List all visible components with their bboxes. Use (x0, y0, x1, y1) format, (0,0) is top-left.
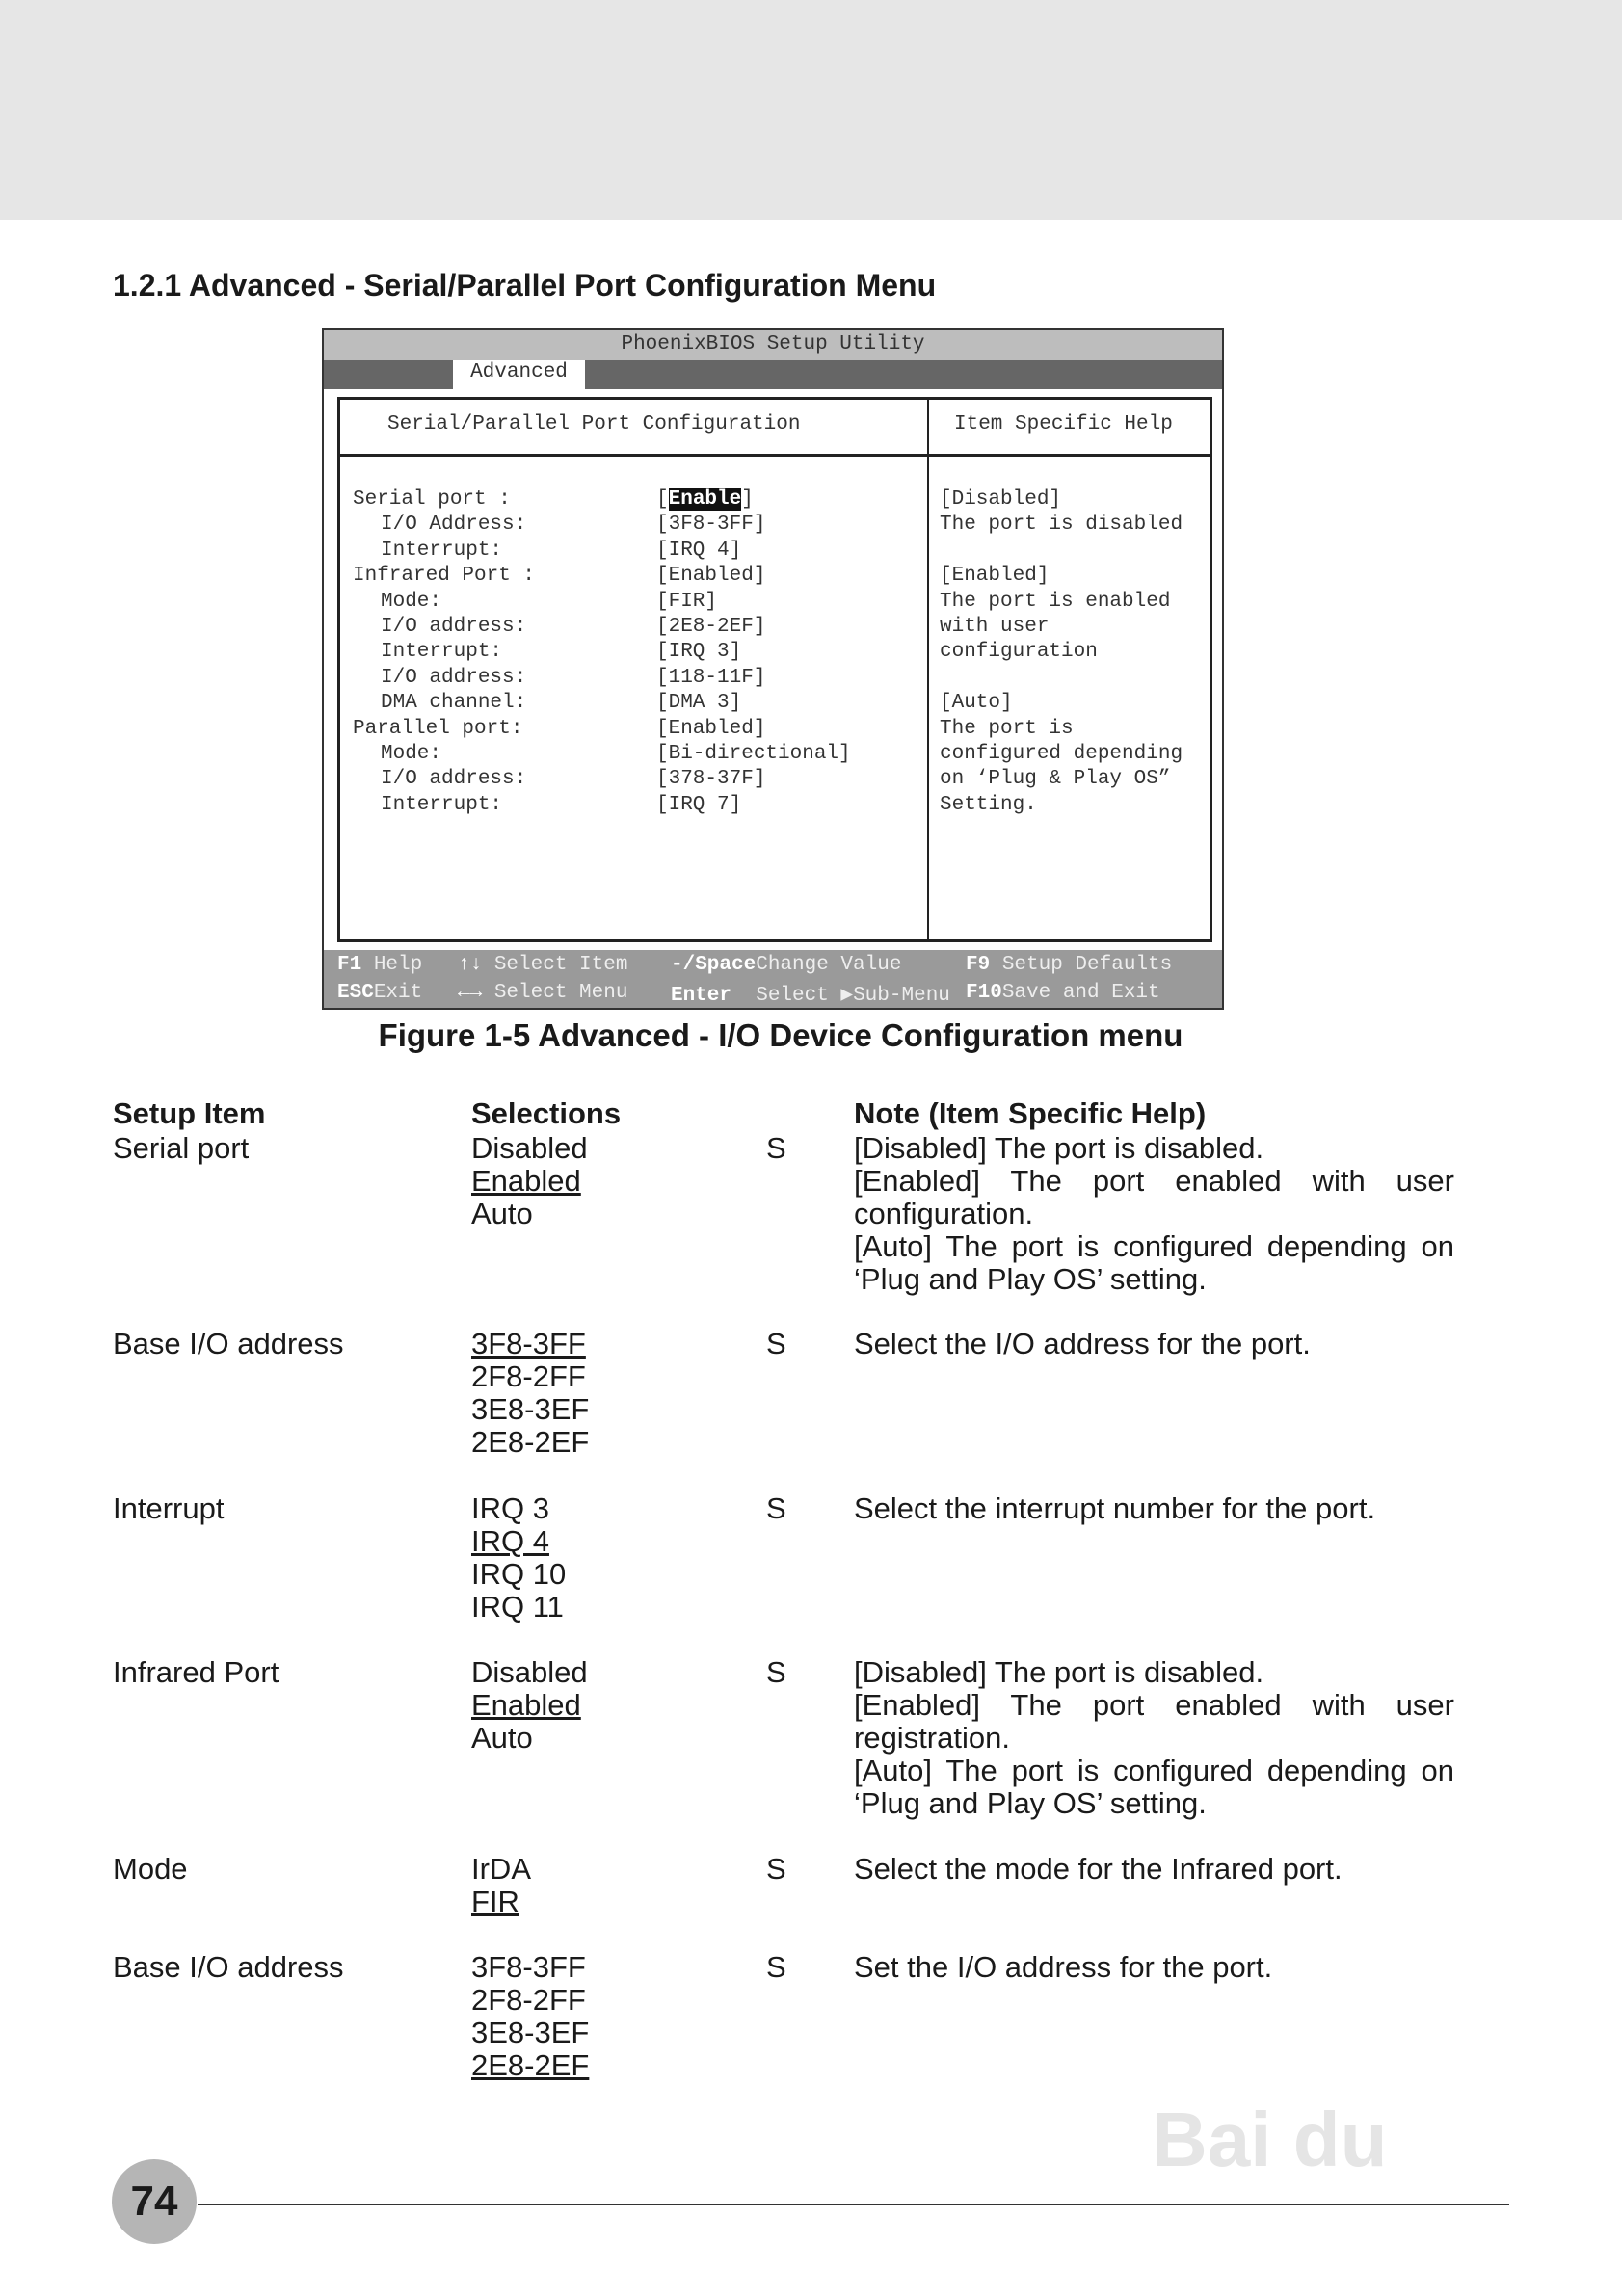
setup-item: Infrared Port (113, 1655, 279, 1689)
section-heading: 1.2.1 Advanced - Serial/Parallel Port Configuration Menu (113, 268, 937, 303)
setup-item: Mode (113, 1852, 188, 1886)
help-line: on ‘Plug & Play OS” (940, 768, 1171, 791)
setting-value[interactable]: [378-37F] (656, 768, 766, 791)
setting-label: Interrupt: (381, 539, 503, 562)
key-action: Select Menu (482, 982, 628, 1004)
selection: 3E8-3EF (471, 1392, 590, 1426)
setting-label: I/O Address: (381, 514, 527, 537)
note-line: ‘Plug and Play OS’ setting. (854, 1262, 1207, 1296)
setting-value[interactable]: [FIR] (656, 590, 718, 613)
column-header: Setup Item (113, 1096, 266, 1130)
default-selection: Enabled (471, 1688, 581, 1722)
bios-title: PhoenixBIOS Setup Utility (324, 330, 1222, 360)
selection: 2E8-2EF (471, 1425, 590, 1459)
help-line: The port is disabled (940, 514, 1183, 537)
note-line: configuration. (854, 1197, 1034, 1230)
key-hint (966, 954, 1172, 976)
setting-value[interactable]: [IRQ 4] (656, 539, 742, 562)
setting-label: I/O address: (381, 768, 527, 791)
setting-label: I/O address: (381, 616, 527, 638)
note-line: Select the interrupt number for the port. (854, 1491, 1376, 1525)
key-hint (458, 954, 627, 976)
help-title: Item Specific Help (954, 413, 1173, 435)
setting-label: Mode: (381, 743, 442, 765)
key-hint (966, 982, 1160, 1004)
setting-label: Infrared Port : (353, 565, 536, 588)
setting-label: Serial port : (353, 488, 511, 511)
note-line: [Disabled] The port is disabled. (854, 1655, 1264, 1689)
help-line: configured depending (940, 743, 1183, 765)
help-line: [Enabled] (940, 565, 1050, 588)
setup-item: Base I/O address (113, 1950, 344, 1984)
key-name: -/Space (671, 954, 757, 976)
note-line: [Enabled] The port enabled with user (854, 1688, 1454, 1722)
item-type: S (766, 1852, 786, 1886)
key-hint (671, 982, 950, 1007)
selection: IRQ 10 (471, 1557, 567, 1591)
help-line: configuration (940, 641, 1098, 664)
page-number: 74 (112, 2159, 197, 2244)
key-hint (458, 982, 627, 1004)
note-line: [Auto] The port is configured depending on (854, 1754, 1454, 1787)
column-header: Note (Item Specific Help) (854, 1096, 1207, 1130)
setting-value[interactable]: [3F8-3FF] (656, 514, 766, 537)
key-action: Exit (373, 982, 423, 1004)
help-line: The port is enabled (940, 590, 1171, 613)
key-action: Select ▶Sub-Menu (731, 985, 950, 1007)
key-action: Save and Exit (1001, 982, 1160, 1004)
item-type: S (766, 1327, 786, 1360)
bios-panel (337, 397, 1212, 942)
selection: 3F8-3FF (471, 1950, 586, 1984)
key-hint (671, 954, 901, 976)
note-line: Select the mode for the Infrared port. (854, 1852, 1343, 1886)
setting-value[interactable]: [Bi-directional] (656, 743, 851, 765)
key-name: F10 (966, 982, 1002, 1004)
key-name: F1 (337, 954, 362, 976)
default-selection: Enabled (471, 1164, 581, 1198)
note-line: Set the I/O address for the port. (854, 1950, 1273, 1984)
key-action: Setup Defaults (990, 954, 1173, 976)
setting-value[interactable]: [IRQ 7] (656, 793, 742, 816)
help-line: with user (940, 616, 1050, 638)
setting-label: I/O address: (381, 666, 527, 689)
selection: Disabled (471, 1131, 588, 1165)
key-name: ESC (337, 982, 374, 1004)
help-line: Setting. (940, 793, 1037, 816)
setting-value[interactable]: [DMA 3] (656, 692, 742, 715)
figure-caption: Figure 1-5 Advanced - I/O Device Configuration menu (378, 1017, 1183, 1053)
selection: IRQ 3 (471, 1491, 549, 1525)
bios-menu-bar (324, 360, 1222, 389)
selection: IRQ 11 (471, 1590, 564, 1623)
item-type: S (766, 1491, 786, 1525)
setting-label: Interrupt: (381, 641, 503, 664)
tab-advanced[interactable]: Advanced (453, 360, 585, 389)
default-selection: 3F8-3FF (471, 1327, 586, 1360)
watermark-logo: Bai du (1152, 2097, 1388, 2182)
note-line: ‘Plug and Play OS’ setting. (854, 1786, 1207, 1820)
selection: Auto (471, 1721, 533, 1755)
key-action: Change Value (756, 954, 902, 976)
setting-label: Parallel port: (353, 717, 523, 740)
help-line: [Disabled] (940, 488, 1062, 511)
column-header: Selections (471, 1096, 622, 1130)
selection: 2F8-2FF (471, 1359, 586, 1393)
item-type: S (766, 1131, 786, 1165)
help-line: The port is (940, 717, 1074, 740)
selection: IrDA (471, 1852, 531, 1886)
key-name: Enter (671, 985, 732, 1007)
setting-value[interactable]: [Enabled] (656, 565, 766, 588)
note-line: [Enabled] The port enabled with user (854, 1164, 1454, 1198)
selection: Auto (471, 1197, 533, 1230)
selected-value: Enable (668, 488, 742, 511)
divider (927, 400, 929, 939)
note-line: [Auto] The port is configured depending on (854, 1229, 1454, 1263)
note-line: registration. (854, 1721, 1010, 1755)
setup-item: Base I/O address (113, 1327, 344, 1360)
footer-rule (198, 2204, 1509, 2205)
selection: 2F8-2FF (471, 1983, 586, 2017)
panel-title: Serial/Parallel Port Configuration (387, 413, 801, 435)
item-type: S (766, 1655, 786, 1689)
setting-value[interactable]: [118-11F] (656, 666, 766, 689)
selection: Disabled (471, 1655, 588, 1689)
setup-item: Interrupt (113, 1491, 225, 1525)
help-line: [Auto] (940, 692, 1013, 715)
key-name: ←→ (458, 982, 483, 1004)
default-selection: IRQ 4 (471, 1524, 549, 1558)
page-header-band (0, 0, 1622, 220)
key-action: Help (361, 954, 423, 976)
note-line: Select the I/O address for the port. (854, 1327, 1311, 1360)
setting-value[interactable]: [2E8-2EF] (656, 616, 766, 638)
key-name: ↑↓ (458, 954, 483, 976)
selection: 3E8-3EF (471, 2016, 590, 2049)
setting-value[interactable]: [IRQ 3] (656, 641, 742, 664)
default-selection: 2E8-2EF (471, 2048, 590, 2082)
key-hint (337, 954, 422, 976)
setup-item: Serial port (113, 1131, 250, 1165)
bios-screenshot (322, 328, 1224, 1010)
setting-label: Interrupt: (381, 793, 503, 816)
item-type: S (766, 1950, 786, 1984)
bios-key-legend (324, 950, 1222, 1008)
key-name: F9 (966, 954, 991, 976)
setting-value[interactable]: [Enabled] (656, 717, 766, 740)
note-line: [Disabled] The port is disabled. (854, 1131, 1264, 1165)
setting-value[interactable]: [Enable] (656, 488, 754, 511)
divider (340, 454, 1210, 457)
setting-label: DMA channel: (381, 692, 527, 715)
default-selection: FIR (471, 1885, 519, 1918)
key-action: Select Item (482, 954, 628, 976)
setting-label: Mode: (381, 590, 442, 613)
key-hint (337, 982, 422, 1004)
